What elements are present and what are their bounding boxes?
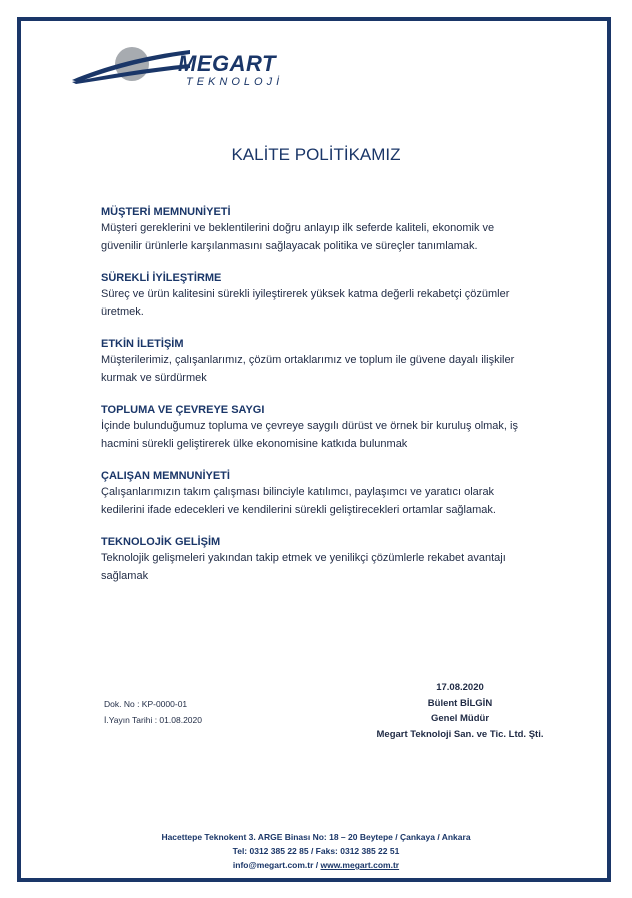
section-heading: SÜREKLİ İYİLEŞTİRME — [101, 272, 222, 284]
section-text-line: kedilerini ifade edecekleri ve kendilerini sürekli geliştirecekleri ortamlar sağlamak. — [101, 503, 496, 516]
section-heading: ETKİN İLETİŞİM — [101, 338, 184, 350]
signer-role: Genel Müdür — [430, 713, 490, 724]
footer-website-link[interactable]: www.megart.com.tr — [320, 860, 400, 870]
section-text-line: kurmak ve sürdürmek — [101, 371, 207, 384]
section-heading: ÇALIŞAN MEMNUNİYETİ — [101, 470, 230, 482]
signer-name: Bülent BİLGİN — [427, 697, 493, 709]
page-title: KALİTE POLİTİKAMIZ — [231, 145, 401, 164]
policy-section — [101, 403, 561, 453]
company-logo — [70, 42, 300, 102]
section-text-line: sağlamak — [101, 569, 149, 582]
policy-section — [101, 535, 561, 585]
section-text-line: Müşterilerimiz, çalışanlarımız, çözüm ortaklarımız ve toplum ile güvene dayalı ilişkiler — [101, 354, 515, 366]
document-number: Dok. No : KP-0000-01 — [104, 699, 188, 709]
footer-separator: / — [313, 860, 321, 870]
section-heading: TOPLUMA VE ÇEVREYE SAYGI — [101, 404, 265, 416]
section-text-line: Çalışanlarımızın takım çalışması bilinciyle katılımcı, paylaşımcı ve yaratıcı olarak — [101, 486, 495, 498]
page-footer — [0, 830, 632, 872]
policy-section — [101, 205, 561, 255]
section-text-line: İçinde bulunduğumuz topluma ve çevreye saygılı dürüst ve örnek bir kuruluş olmak, iş — [101, 420, 518, 432]
footer-email: info@megart.com.tr — [232, 860, 314, 870]
section-text-line: hacmini sürekli geliştirerek ülke ekonomisine katkıda bulunmak — [101, 437, 408, 450]
signature-block — [360, 680, 560, 742]
company-name: Megart Teknoloji San. ve Tic. Ltd. Şti. — [376, 728, 544, 740]
signature-date: 17.08.2020 — [436, 682, 484, 693]
section-text-line: Müşteri gereklerini ve beklentilerini doğru anlayıp ilk seferde kaliteli, ekonomik ve — [101, 222, 495, 234]
policy-section — [101, 337, 561, 387]
section-text-line: Teknolojik gelişmeleri yakından takip etmek ve yenilikçi çözümlerle rekabet avantajı — [101, 552, 506, 564]
section-heading: MÜŞTERİ MEMNUNİYETİ — [101, 206, 231, 218]
publish-date: İ.Yayın Tarihi : 01.08.2020 — [104, 715, 202, 725]
logo-swoosh-icon — [70, 42, 190, 92]
footer-phone: Tel: 0312 385 22 85 / Faks: 0312 385 22 51 — [232, 846, 400, 856]
section-text-line: güvenilir ürünlerle karşılanmasını sağlayacak politika ve süreçler tanımlamak. — [101, 239, 478, 252]
logo-subtitle: TEKNOLOJİ — [186, 76, 284, 88]
section-text-line: üretmek. — [101, 305, 144, 318]
policy-sections — [101, 205, 561, 601]
footer-address: Hacettepe Teknokent 3. ARGE Binası No: 18 – 20 Beytepe / Çankaya / Ankara — [161, 832, 471, 842]
logo-wordmark: MEGART — [178, 51, 276, 76]
policy-section — [101, 469, 561, 519]
footer-contact — [0, 858, 632, 872]
document-info — [104, 696, 202, 728]
section-text-line: Süreç ve ürün kalitesini sürekli iyileştirerek yüksek katma değerli rekabetçi çözümler — [101, 288, 510, 300]
policy-section — [101, 271, 561, 321]
section-heading: TEKNOLOJİK GELİŞİM — [101, 536, 221, 548]
